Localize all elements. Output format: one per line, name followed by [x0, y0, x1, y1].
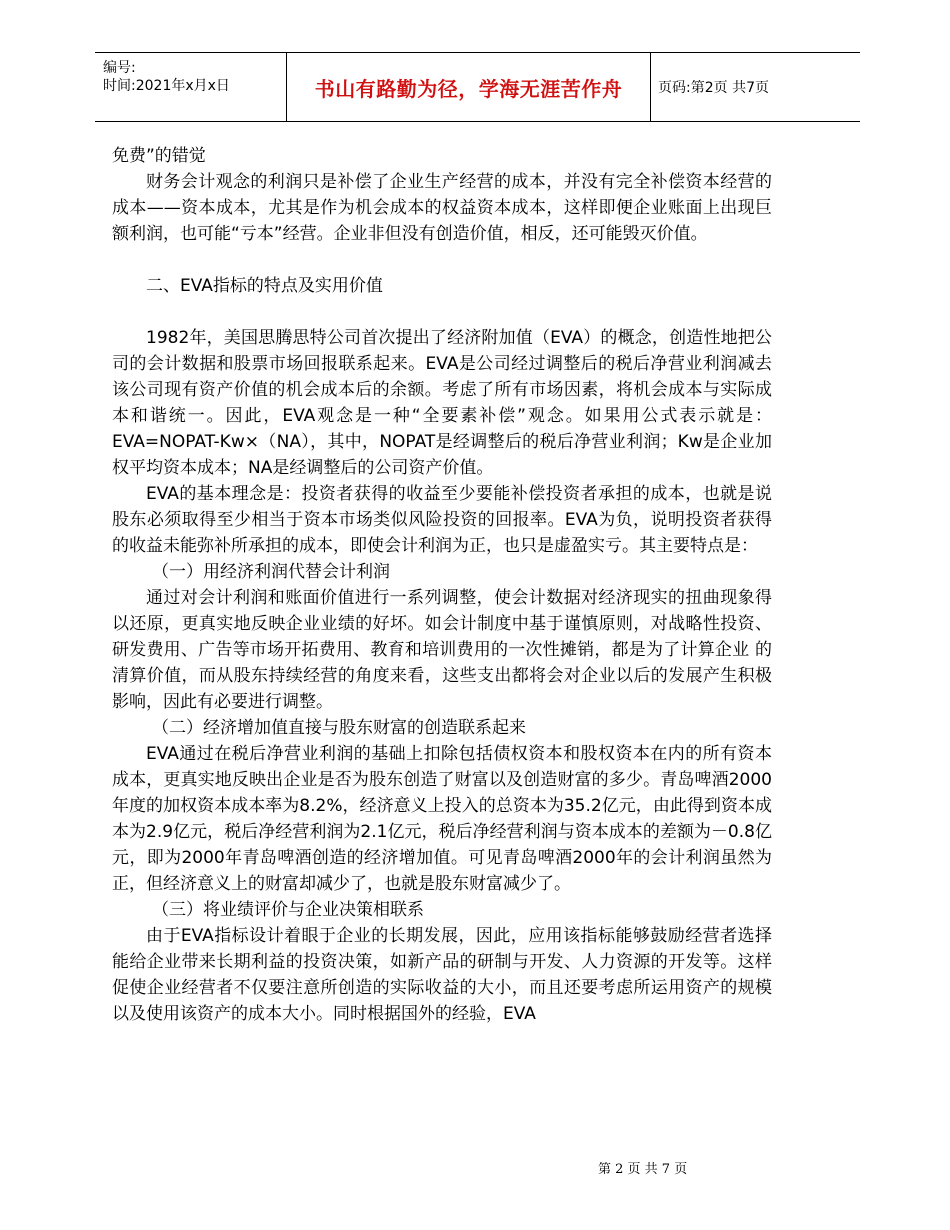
paragraph: EVA的基本理念是：投资者获得的收益至少要能补偿投资者承担的成本，也就是说股东必须取得至少相当于资本市场类似风险投资的回报率。EVA为负，说明投资者获得的收益未能弥补所承担的成本，即使会计利润为正，也只是虚盈实亏。其主要特点是： — [112, 484, 772, 556]
header-page-number: 页码:第2页 共7页 — [658, 80, 769, 96]
page-header — [95, 52, 860, 122]
section-heading: 二、EVA指标的特点及实用价值 — [146, 276, 383, 296]
paragraph: 免费”的错觉 — [112, 146, 206, 166]
subsection-heading: （二）经济增加值直接与股东财富的创造联系起来 — [152, 718, 526, 738]
header-motto: 书山有路勤为径，学海无涯苦作舟 — [314, 76, 623, 101]
paragraph: EVA通过在税后净营业利润的基础上扣除包括债权资本和股权资本在内的所有资本成本，更真实地反映出企业是否为股东创造了财富以及创造财富的多少。青岛啤酒2000年度的加权资本成本率为8.2%，经济意义上投入的总资本为35.2亿元，由此得到资本成本为2.9亿元，税后净经营利润为2.1亿元，税后净经营利润与资本成本的差额为－0.8亿元，即为2000年青岛啤酒创造的经济增加值。可见青岛啤酒2000年的会计利润虽然为正，但经济意义上的财富却减少了，也就是股东财富减少了。 — [112, 744, 772, 894]
document-body — [112, 143, 772, 1027]
header-meta — [103, 59, 230, 95]
paragraph: 1982年，美国思腾思特公司首次提出了经济附加值（EVA）的概念，创造性地把公司的会计数据和股票市场回报联系起来。EVA是公司经过调整后的税后净营业利润减去该公司现有资产价值的机会成本后的余额。考虑了所有市场因素，将机会成本与实际成本和谐统一。因此，EVA观念是一种“全要素补偿”观念。如果用公式表示就是：EVA=NOPAT-Kw×（NA），其中，NOPAT是经调整后的税后净营业利润；Kw是企业加权平均资本成本；NA是经调整后的公司资产价值。 — [112, 328, 772, 478]
subsection-heading: （一）用经济利润代替会计利润 — [152, 562, 390, 582]
paragraph: 通过对会计利润和账面价值进行一系列调整，使会计数据对经济现实的扭曲现象得以还原，更真实地反映企业业绩的好坏。如会计制度中基于谨慎原则，对战略性投资、研发费用、广告等市场开拓费用、教育和培训费用的一次性摊销，都是为了计算企业 的清算价值，而从股东持续经营的角度来看，这些支出都将会对企业以后的发展产生积极影响，因此有必要进行调整。 — [112, 588, 772, 712]
page-footer: 第 2 页 共 7 页 — [598, 1162, 688, 1177]
date-label: 时间:2021年x月x日 — [103, 78, 230, 94]
paragraph: 由于EVA指标设计着眼于企业的长期发展，因此，应用该指标能够鼓励经营者选择能给企业带来长期利益的投资决策，如新产品的研制与开发、人力资源的开发等。这样促使企业经营者不仅要注意所创造的实际收益的大小，而且还要考虑所运用资产的规模以及使用该资产的成本大小。同时根据国外的经验，EVA — [112, 926, 772, 1024]
serial-number-label: 编号: — [103, 60, 136, 76]
header-divider — [650, 53, 651, 121]
subsection-heading: （三）将业绩评价与企业决策相联系 — [152, 900, 424, 920]
paragraph: 财务会计观念的利润只是补偿了企业生产经营的成本，并没有完全补偿资本经营的成本——资本成本，尤其是作为机会成本的权益资本成本，这样即便企业账面上出现巨额利润，也可能“亏本”经营。企业非但没有创造价值，相反，还可能毁灭价值。 — [112, 172, 772, 244]
